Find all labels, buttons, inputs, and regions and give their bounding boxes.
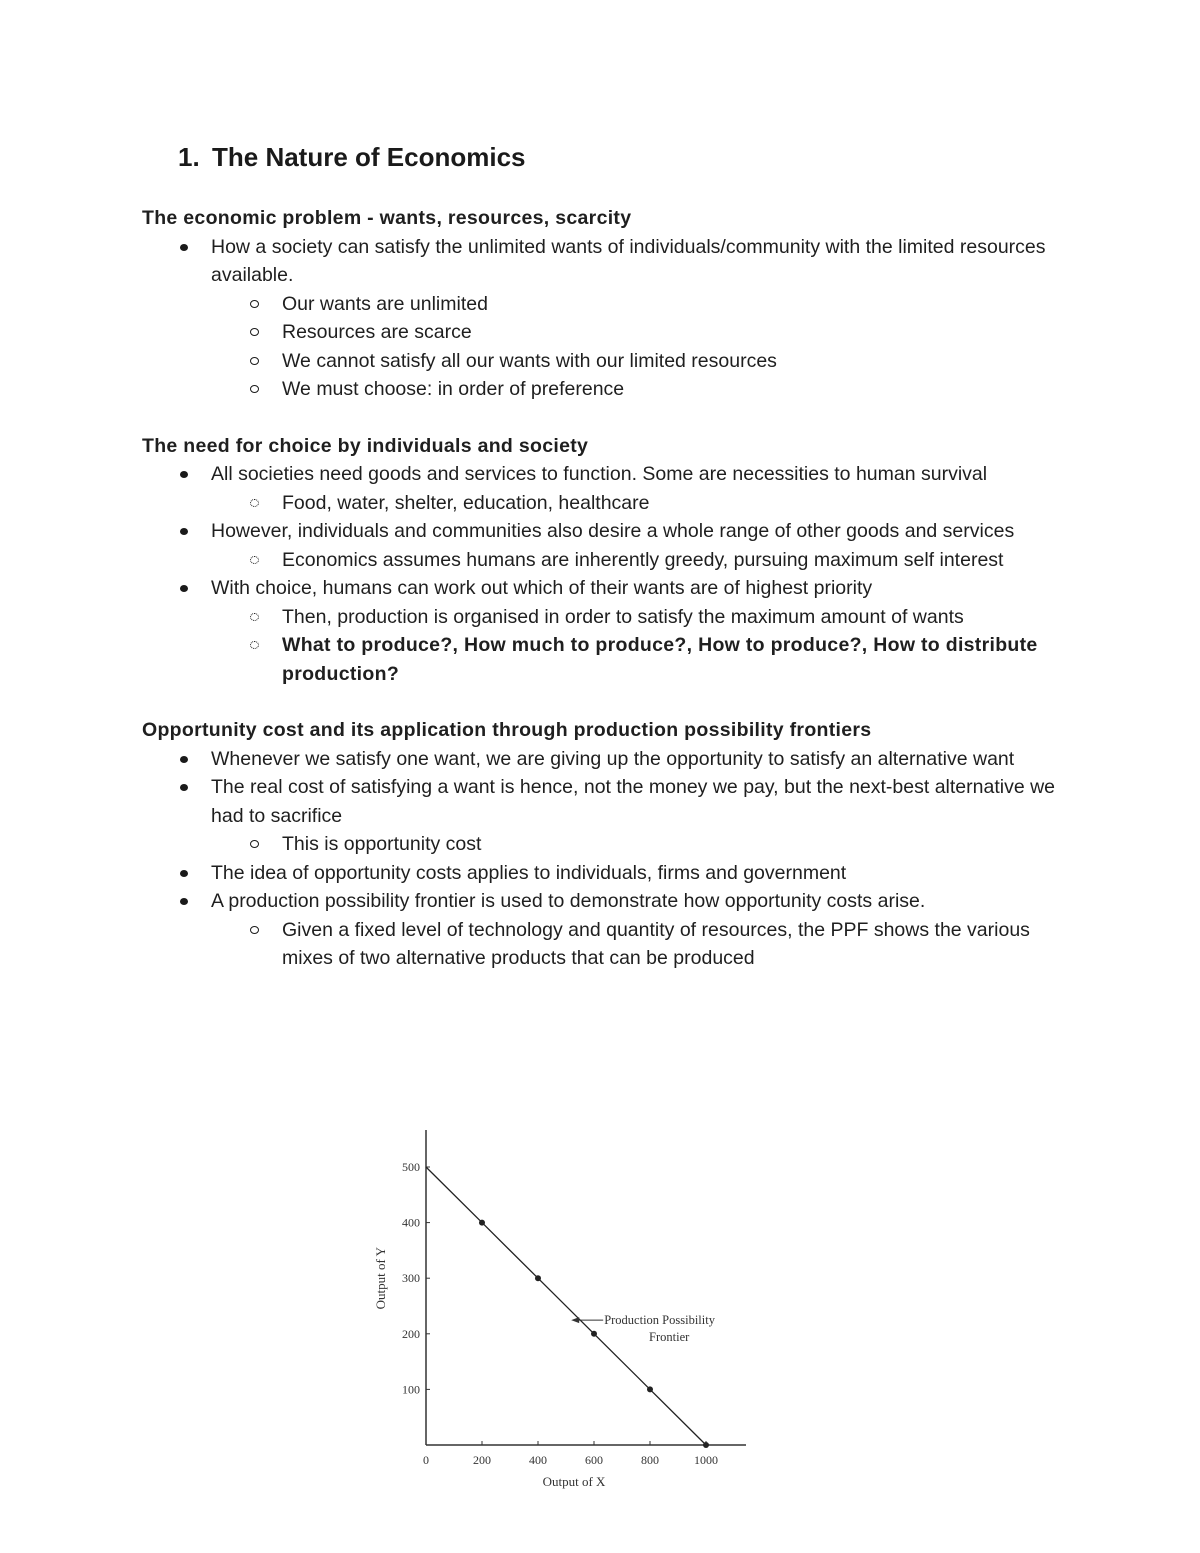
list-item bbox=[142, 460, 1062, 489]
list-item-text: Then, production is organised in order to satisfy the maximum amount of wants bbox=[282, 605, 964, 628]
data-point bbox=[535, 1275, 541, 1281]
data-point bbox=[647, 1386, 653, 1392]
title-text: The Nature of Economics bbox=[212, 142, 526, 172]
bullet-list bbox=[142, 233, 1062, 404]
y-tick-label: 400 bbox=[402, 1215, 420, 1230]
section-heading: Opportunity cost and its application through production possibility frontiers bbox=[142, 719, 872, 741]
bullet-list bbox=[142, 745, 1062, 973]
list-item bbox=[142, 574, 1062, 603]
list-item bbox=[142, 233, 1062, 290]
list-item-text: Resources are scarce bbox=[282, 321, 472, 343]
sub-list-item bbox=[142, 546, 1062, 575]
y-axis-label: Output of Y bbox=[373, 1247, 388, 1310]
sub-list-item bbox=[142, 318, 1062, 347]
x-axis-label: Output of X bbox=[542, 1474, 606, 1489]
sub-list-item bbox=[142, 347, 1062, 376]
list-item bbox=[142, 517, 1062, 546]
section bbox=[142, 432, 1062, 689]
bullet-list bbox=[142, 460, 1062, 688]
list-item-text: Food, water, shelter, education, healthcare bbox=[282, 491, 650, 514]
y-tick-label: 500 bbox=[402, 1160, 420, 1174]
sub-list-item bbox=[142, 489, 1062, 518]
sub-list-item bbox=[142, 830, 1062, 859]
list-item-text: What to produce?, How much to produce?, How to produce?, How to distribute production? bbox=[282, 634, 1038, 685]
data-point bbox=[479, 1220, 485, 1226]
list-item-text: However, individuals and communities also desire a whole range of other goods and services bbox=[211, 520, 1015, 542]
x-tick-label: 600 bbox=[585, 1453, 603, 1467]
document-page bbox=[142, 138, 1062, 973]
data-point bbox=[591, 1331, 597, 1337]
list-item-text: With choice, humans can work out which of their wants are of highest priority bbox=[211, 577, 873, 599]
data-point bbox=[703, 1442, 709, 1448]
list-item-text: The real cost of satisfying a want is hence, not the money we pay, but the next-best alternative we had to sacrifice bbox=[211, 776, 1056, 827]
annotation-arrowhead bbox=[571, 1317, 579, 1323]
section-heading: The economic problem - wants, resources, scarcity bbox=[142, 207, 632, 229]
x-tick-label: 0 bbox=[423, 1453, 429, 1467]
list-item-text: We must choose: in order of preference bbox=[282, 378, 625, 400]
ppf-chart bbox=[360, 1120, 760, 1500]
y-tick-label: 100 bbox=[402, 1382, 420, 1397]
y-tick-label: 200 bbox=[402, 1326, 420, 1341]
page-title bbox=[178, 138, 1062, 176]
section bbox=[142, 204, 1062, 404]
list-item-text: We cannot satisfy all our wants with our limited resources bbox=[282, 349, 777, 372]
list-item-text: All societies need goods and services to function. Some are necessities to human survival bbox=[211, 463, 988, 485]
list-item-text: The idea of opportunity costs applies to individuals, firms and government bbox=[211, 861, 847, 884]
list-item-text: Our wants are unlimited bbox=[282, 292, 488, 315]
annotation-label-line2: Frontier bbox=[649, 1330, 690, 1345]
list-item bbox=[142, 745, 1062, 774]
sub-list-item bbox=[142, 916, 1062, 973]
x-tick-label: 1000 bbox=[694, 1453, 718, 1467]
sections-container bbox=[142, 204, 1062, 973]
sub-list-item bbox=[142, 631, 1062, 688]
list-item-text: Given a fixed level of technology and quantity of resources, the PPF shows the various mixes of two alternative products that can be produced bbox=[282, 918, 1030, 969]
list-item-text: This is opportunity cost bbox=[282, 833, 482, 855]
section bbox=[142, 716, 1062, 973]
annotation-label-line1: Production Possibility bbox=[604, 1313, 715, 1328]
list-item bbox=[142, 887, 1062, 916]
list-item-text: A production possibility frontier is used to demonstrate how opportunity costs arise. bbox=[211, 890, 926, 912]
sub-list-item bbox=[142, 375, 1062, 404]
sub-list-item bbox=[142, 290, 1062, 319]
ppf-line bbox=[426, 1167, 706, 1445]
x-tick-label: 200 bbox=[473, 1453, 491, 1467]
x-tick-label: 800 bbox=[641, 1453, 659, 1467]
list-item-text: Economics assumes humans are inherently greedy, pursuing maximum self interest bbox=[282, 548, 1004, 571]
list-item bbox=[142, 859, 1062, 888]
sub-list-item bbox=[142, 603, 1062, 632]
x-tick-label: 400 bbox=[529, 1453, 547, 1467]
y-tick-label: 300 bbox=[402, 1271, 420, 1286]
list-item-text: Whenever we satisfy one want, we are giving up the opportunity to satisfy an alternative want bbox=[211, 747, 1015, 770]
list-item bbox=[142, 773, 1062, 830]
list-item-text: How a society can satisfy the unlimited wants of individuals/community with the limited resources available. bbox=[211, 235, 1046, 286]
title-number: 1. bbox=[178, 142, 200, 172]
section-heading: The need for choice by individuals and society bbox=[142, 434, 589, 457]
